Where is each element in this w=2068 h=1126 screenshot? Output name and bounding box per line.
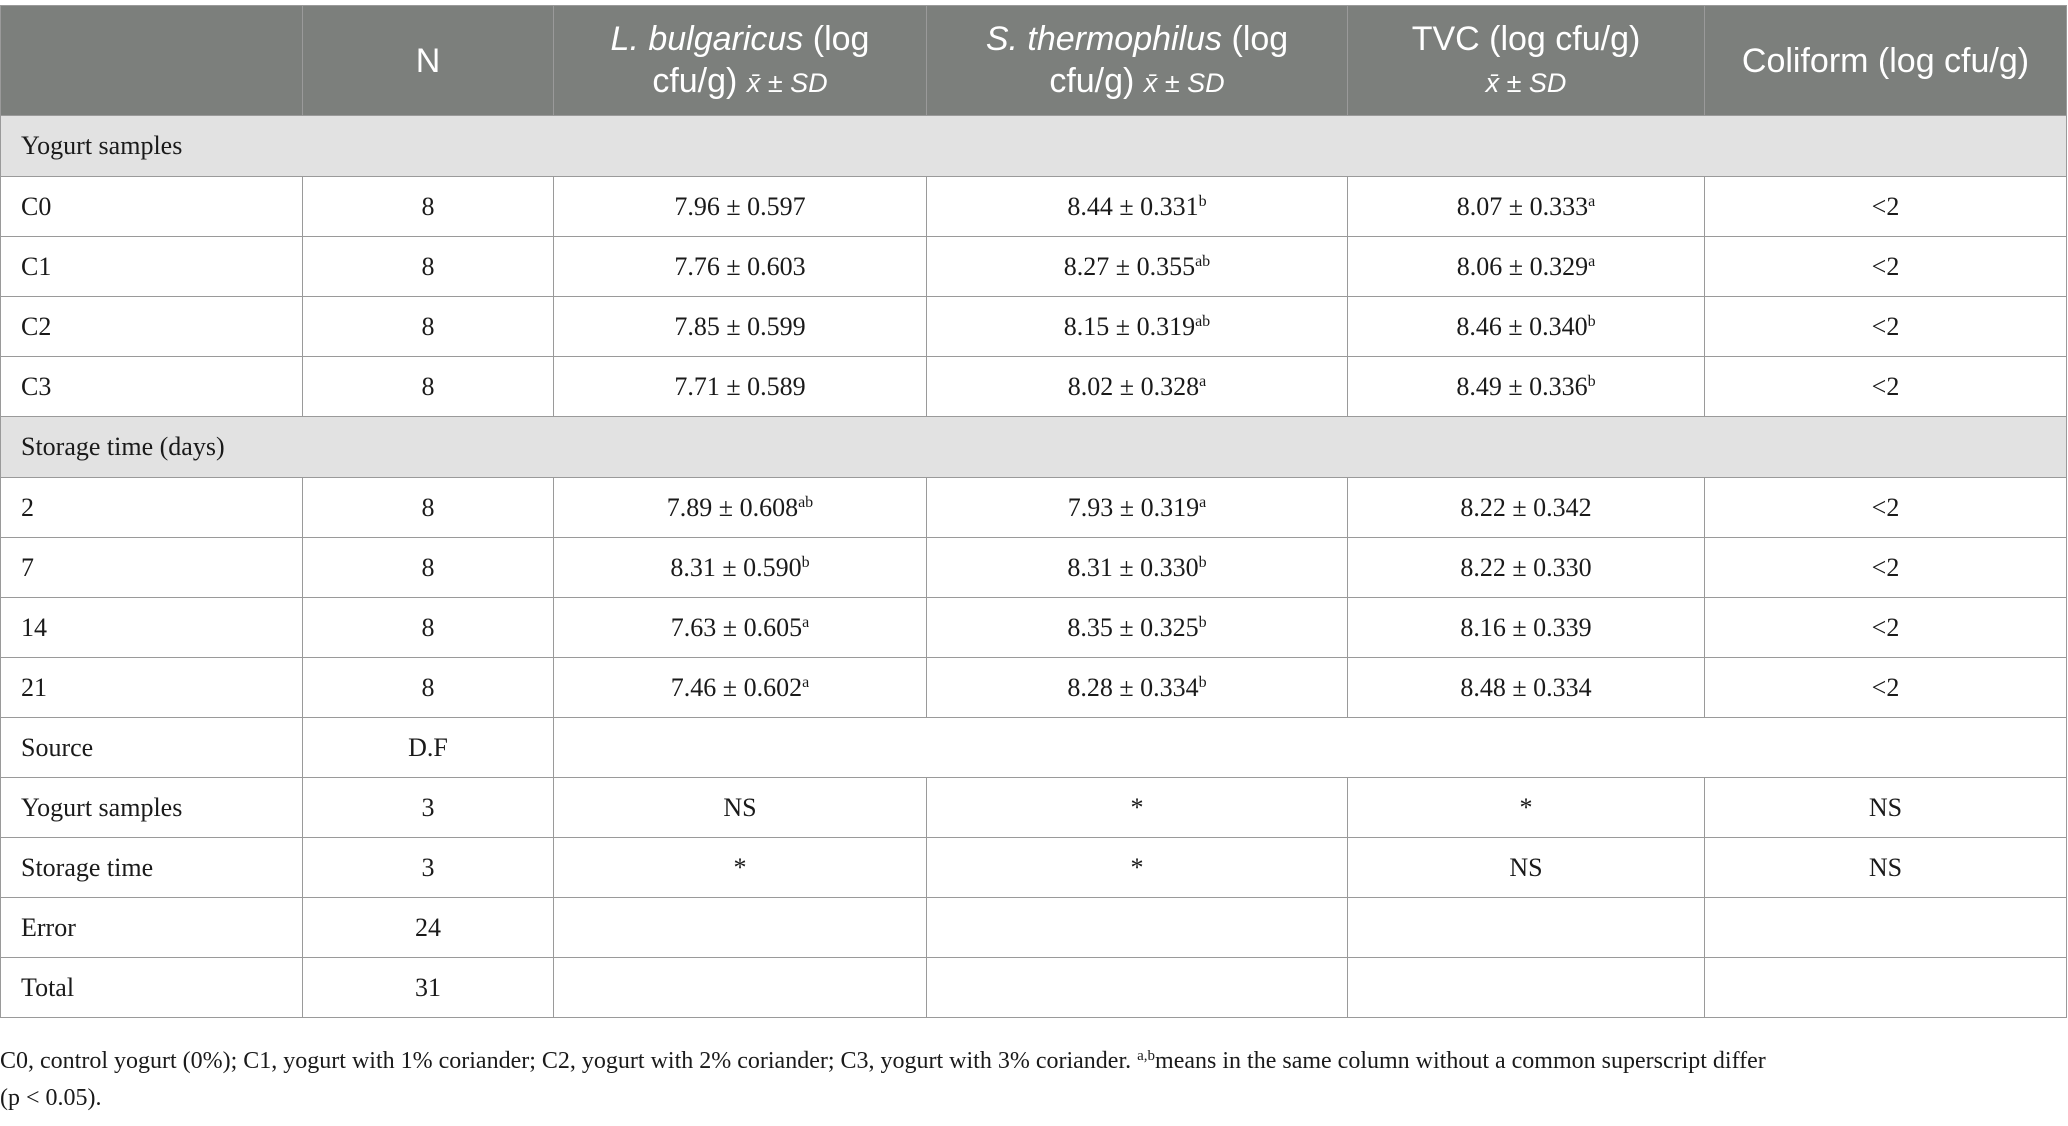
data-table [0,5,2067,1018]
s-thermophilus-cell: 8.27 ± 0.355$^{ab}$ [927,237,1348,297]
row-label: 21 [1,658,303,718]
tvc-stat: x̄ ± SD [1485,67,1567,98]
row-label: C1 [1,237,303,297]
l-bulgaricus-significance: * [554,838,927,898]
tvc-name: TVC (log cfu/g) [1411,19,1641,58]
header-s-thermophilus [927,6,1348,116]
s-thermophilus-unit: (log cfu/g) [1049,19,1289,100]
n-cell: 8 [303,658,554,718]
table-row [1,297,2067,357]
table-row [1,538,2067,598]
tvc-cell: 8.22 ± 0.342 [1348,478,1705,538]
footnote-superscript: a,b [1137,1048,1156,1064]
section-row-storage-time [1,417,2067,478]
tvc-cell: 8.48 ± 0.334 [1348,658,1705,718]
coliform-cell: <2 [1705,357,2067,417]
footnote-text-cont: means in the same column without a common superscript differ [1155,1048,1766,1074]
coliform-significance [1705,958,2067,1018]
l-bulgaricus-cell: 7.76 ± 0.603 [554,237,927,297]
s-thermophilus-significance: * [927,778,1348,838]
s-thermophilus-significance [927,958,1348,1018]
n-cell: 8 [303,177,554,237]
l-bulgaricus-cell: 7.85 ± 0.599 [554,297,927,357]
l-bulgaricus-significance: NS [554,778,927,838]
tvc-cell: 8.22 ± 0.330 [1348,538,1705,598]
s-thermophilus-cell: 8.15 ± 0.319$^{ab}$ [927,297,1348,357]
coliform-name: Coliform (log cfu/g) [1741,41,2030,80]
anova-row [1,898,2067,958]
table-row [1,658,2067,718]
table-row [1,478,2067,538]
l-bulgaricus-cell: 7.96 ± 0.597 [554,177,927,237]
s-thermophilus-significance [927,898,1348,958]
l-bulgaricus-cell: 7.46 ± 0.602$^a$ [554,658,927,718]
tvc-cell: 8.16 ± 0.339 [1348,598,1705,658]
table-row [1,357,2067,417]
row-label: 14 [1,598,303,658]
header-row [1,6,2067,116]
df-cell: 24 [303,898,554,958]
l-bulgaricus-significance [554,958,927,1018]
footnote-text: C0, control yogurt (0%); C1, yogurt with 1% coriander; C2, yogurt with 2% coriander; C3, yogurt with 3% coriander. [0,1048,1138,1074]
df-cell: 3 [303,778,554,838]
n-cell: 8 [303,598,554,658]
table-footnote [0,1043,2066,1117]
l-bulgaricus-cell: 8.31 ± 0.590$^b$ [554,538,927,598]
n-cell: 8 [303,357,554,417]
s-thermophilus-cell: 8.44 ± 0.331$^b$ [927,177,1348,237]
anova-label: Storage time [1,838,303,898]
anova-row [1,958,2067,1018]
l-bulgaricus-cell: 7.71 ± 0.589 [554,357,927,417]
l-bulgaricus-significance [554,898,927,958]
footnote-significance: (p < 0.05). [0,1085,102,1111]
s-thermophilus-cell: 7.93 ± 0.319$^a$ [927,478,1348,538]
coliform-cell: <2 [1705,297,2067,357]
row-label: C3 [1,357,303,417]
coliform-cell: <2 [1705,478,2067,538]
row-label: 7 [1,538,303,598]
blank-cell [554,718,2067,778]
coliform-cell: <2 [1705,598,2067,658]
row-label: C0 [1,177,303,237]
anova-row [1,718,2067,778]
coliform-cell: <2 [1705,538,2067,598]
header-n: N [303,6,554,116]
section-row-yogurt-samples [1,116,2067,177]
tvc-significance: * [1348,778,1705,838]
coliform-significance: NS [1705,838,2067,898]
l-bulgaricus-unit: (log cfu/g) [652,19,870,100]
df-cell: 3 [303,838,554,898]
section-label: Storage time (days) [1,417,2067,478]
coliform-significance: NS [1705,778,2067,838]
s-thermophilus-cell: 8.28 ± 0.334$^b$ [927,658,1348,718]
anova-label: Yogurt samples [1,778,303,838]
tvc-cell: 8.07 ± 0.333$^a$ [1348,177,1705,237]
anova-row [1,838,2067,898]
header-coliform [1705,6,2067,116]
df-cell: D.F [303,718,554,778]
table-row [1,598,2067,658]
l-bulgaricus-name: L. bulgaricus [610,19,804,58]
coliform-cell: <2 [1705,658,2067,718]
l-bulgaricus-stat: x̄ ± SD [746,67,828,98]
header-tvc [1348,6,1705,116]
anova-label: Error [1,898,303,958]
tvc-significance: NS [1348,838,1705,898]
table-row [1,237,2067,297]
l-bulgaricus-cell: 7.89 ± 0.608$^{ab}$ [554,478,927,538]
s-thermophilus-cell: 8.35 ± 0.325$^b$ [927,598,1348,658]
anova-label: Source [1,718,303,778]
coliform-cell: <2 [1705,237,2067,297]
n-cell: 8 [303,297,554,357]
n-cell: 8 [303,237,554,297]
tvc-significance [1348,898,1705,958]
n-cell: 8 [303,478,554,538]
anova-row [1,778,2067,838]
tvc-cell: 8.06 ± 0.329$^a$ [1348,237,1705,297]
tvc-cell: 8.46 ± 0.340$^b$ [1348,297,1705,357]
s-thermophilus-significance: * [927,838,1348,898]
n-cell: 8 [303,538,554,598]
table-row [1,177,2067,237]
tvc-cell: 8.49 ± 0.336$^b$ [1348,357,1705,417]
section-label: Yogurt samples [1,116,2067,177]
coliform-cell: <2 [1705,177,2067,237]
header-l-bulgaricus [554,6,927,116]
coliform-significance [1705,898,2067,958]
row-label: C2 [1,297,303,357]
s-thermophilus-stat: x̄ ± SD [1143,67,1225,98]
s-thermophilus-cell: 8.02 ± 0.328$^a$ [927,357,1348,417]
header-blank [1,6,303,116]
l-bulgaricus-cell: 7.63 ± 0.605$^a$ [554,598,927,658]
s-thermophilus-name: S. thermophilus [985,19,1223,58]
tvc-significance [1348,958,1705,1018]
row-label: 2 [1,478,303,538]
anova-label: Total [1,958,303,1018]
s-thermophilus-cell: 8.31 ± 0.330$^b$ [927,538,1348,598]
df-cell: 31 [303,958,554,1018]
